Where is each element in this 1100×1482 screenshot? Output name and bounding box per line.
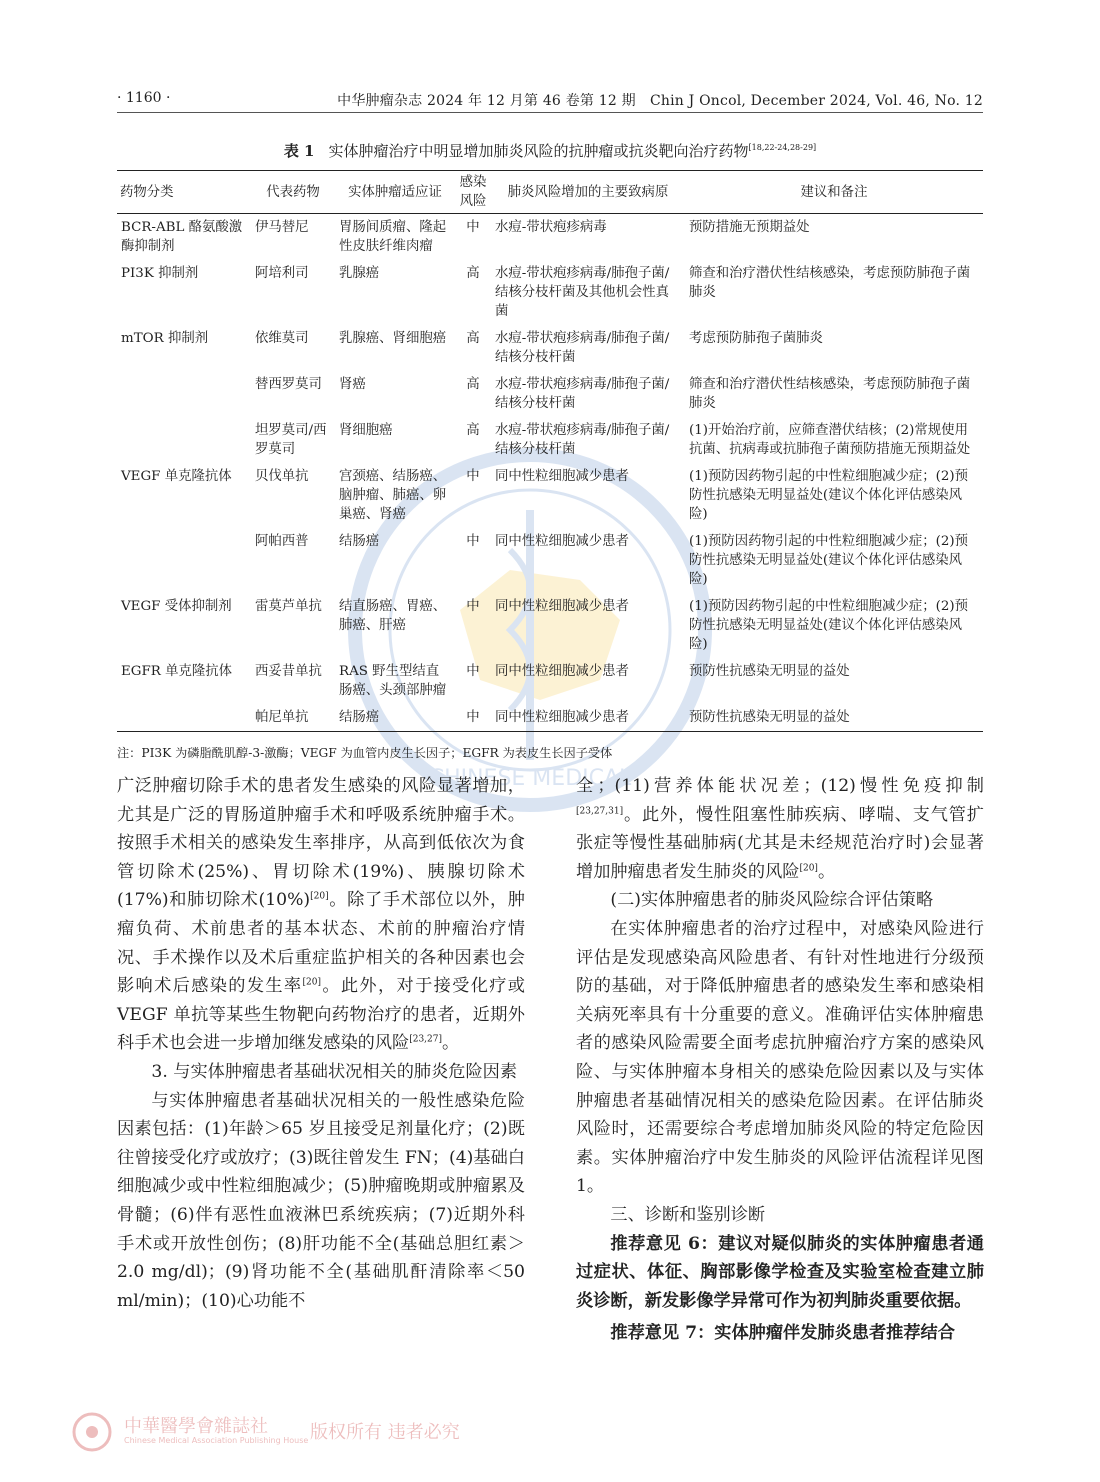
journal-citation: 中华肿瘤杂志 2024 年 12 月第 46 卷第 12 期 Chin J Oncol, December 2024, Vol. 46, No. 12: [337, 93, 983, 109]
paragraph: 与实体肿瘤患者基础状况相关的一般性感染危险因素包括：(1)年龄＞65 岁且接受足剂量化疗；(2)既往曾接受化疗或放疗；(3)既往曾发生 FN；(4)基础白细胞减少或中性粒细胞减少；(5)肿瘤晚期或肿瘤累及骨髓；(6)伴有恶性血液淋巴系统疾病；(7)近期外科手术或开放性创伤；(8)肝功能不全(基础总胆红素＞2.0 mg/dl)；(9)肾功能不全(基础肌酐清除率＜50 ml/min)；(10)心功能不: [117, 1090, 525, 1311]
text-run: 。: [442, 1033, 460, 1054]
paragraph: [576, 772, 984, 886]
table-row: [117, 704, 983, 732]
table-cell: 阿帕西普: [255, 534, 309, 549]
paragraph: [117, 772, 525, 1058]
table-cell: 筛查和治疗潜伏性结核感染，考虑预防肺孢子菌肺炎: [689, 266, 971, 300]
table-cell: 水痘-带状疱疹病毒/肺孢子菌/结核分枝杆菌: [495, 377, 670, 411]
table-cell: 同中性粒细胞减少患者: [495, 599, 629, 614]
table-cell: 筛查和治疗潜伏性结核感染，考虑预防肺孢子菌肺炎: [689, 377, 971, 411]
recommendation-7: 推荐意见 7：实体肿瘤伴发肺炎患者推荐结合: [610, 1323, 955, 1344]
col-header: 药物分类: [120, 184, 174, 200]
publisher-name-en: Chinese Medical Association Publishing House: [124, 1436, 309, 1445]
table-cell: RAS 野生型结直肠癌、头颈部肿瘤: [339, 664, 447, 698]
table-cell: 替西罗莫司: [255, 377, 322, 392]
table-cell: (1)预防因药物引起的中性粒细胞减少症；(2)预防性抗感染无明显益处(建议个体化评估感染风险): [689, 599, 968, 652]
table-cell: VEGF 受体抑制剂: [121, 599, 232, 614]
col-header: 实体肿瘤适应证: [348, 184, 442, 200]
table-cell: 雷莫芦单抗: [255, 599, 322, 614]
table-cell: 乳腺癌、肾细胞癌: [339, 331, 447, 346]
table-cell: 贝伐单抗: [255, 469, 309, 484]
section-heading: (二)实体肿瘤患者的肺炎风险综合评估策略: [610, 890, 934, 911]
table-cell: PI3K 抑制剂: [121, 266, 199, 281]
table-cell: EGFR 单克隆抗体: [121, 664, 233, 679]
col-header: 建议和备注: [800, 184, 868, 200]
table-cell: 水痘-带状疱疹病毒/肺孢子菌/结核分枝杆菌: [495, 423, 670, 457]
copyright-text: 版权所有 违者必究: [310, 1422, 460, 1443]
table-cell: 中: [466, 534, 480, 549]
table-cell: 同中性粒细胞减少患者: [495, 534, 629, 549]
table-row: [117, 260, 983, 325]
table-cell: 结肠癌: [339, 534, 380, 549]
page-number: · 1160 ·: [117, 90, 171, 106]
table-cell: 水痘-带状疱疹病毒: [495, 220, 607, 235]
table-cell: 结肠癌: [339, 710, 380, 725]
text-run: 全；(11)营养体能状况差；(12)慢性免疫抑制: [576, 776, 984, 796]
table-title-ref: [18,22-24,28-29]: [748, 143, 817, 152]
table-cell: 帕尼单抗: [255, 710, 309, 725]
citation: [23,27]: [409, 1034, 442, 1045]
flower-logo-icon: [70, 1410, 114, 1454]
section-heading: 三、诊断和鉴别诊断: [610, 1204, 766, 1225]
table-cell: 预防性抗感染无明显的益处: [689, 710, 850, 725]
table-row: [117, 528, 983, 593]
table-cell: 结直肠癌、胃癌、肺癌、肝癌: [339, 599, 447, 633]
drug-table: [117, 170, 983, 732]
table-row: [117, 593, 983, 658]
table-row: [117, 658, 983, 704]
table-cell: VEGF 单克隆抗体: [121, 469, 232, 484]
table-cell: 预防性抗感染无明显的益处: [689, 664, 850, 679]
table-cell: 中: [466, 664, 480, 679]
text-run: 。: [817, 861, 836, 882]
table-cell: 中: [466, 220, 480, 235]
table-cell: 宫颈癌、结肠癌、脑肿瘤、肺癌、卵巢癌、肾癌: [339, 469, 447, 522]
paragraph: 在实体肿瘤患者的治疗过程中，对感染风险进行评估是发现感染高风险患者、有针对性地进行分级预防的基础，对于降低肿瘤患者的感染发生率和感染相关病死率具有十分重要的意义。准确评估实体肿瘤患者的感染风险需要全面考虑抗肿瘤治疗方案的感染风险、与实体肿瘤本身相关的感染危险因素以及与实体肿瘤患者基础情况相关的感染危险因素。在评估肺炎风险时，还需要综合考虑增加肺炎风险的特定危险因素。实体肿瘤治疗中发生肺炎的风险评估流程详见图 1。: [576, 918, 984, 1197]
table-cell: (1)预防因药物引起的中性粒细胞减少症；(2)预防性抗感染无明显益处(建议个体化评估感染风险): [689, 469, 968, 522]
body-column-left: [117, 772, 525, 1315]
subsection-heading: 3. 与实体肿瘤患者基础状况相关的肺炎危险因素: [151, 1061, 518, 1082]
table-row: [117, 417, 983, 463]
table-title: 实体肿瘤治疗中明显增加肺炎风险的抗肿瘤或抗炎靶向治疗药物: [328, 142, 749, 160]
table-cell: [117, 704, 251, 732]
running-header: [117, 88, 983, 113]
table-note: 注：PI3K 为磷脂酰肌醇-3-激酶；VEGF 为血管内皮生长因子；EGFR 为表皮生长因子受体: [117, 746, 613, 760]
citation: [23,27,31]: [576, 805, 624, 816]
table-cell: 肾细胞癌: [339, 423, 393, 438]
table-cell: 中: [466, 710, 480, 725]
watermark-label: CHINESE MEDICAL: [428, 766, 632, 791]
table-cell: mTOR 抑制剂: [121, 331, 209, 346]
table-cell: 坦罗莫司/西罗莫司: [255, 423, 327, 457]
table-cell: 同中性粒细胞减少患者: [495, 710, 629, 725]
table-cell: 水痘-带状疱疹病毒/肺孢子菌/结核分枝杆菌: [495, 331, 670, 365]
table-cell: BCR-ABL 酪氨酸激酶抑制剂: [121, 220, 243, 254]
table-cell: 高: [466, 266, 480, 281]
table-cell: 中: [466, 599, 480, 614]
col-header: 肺炎风险增加的主要致病原: [507, 184, 669, 200]
text-run: 。除了手术部位以外，肿瘤负荷、术前患者的基本状态、术前的肿瘤治疗情况、手术操作以及术后重症监护相关的各种因素也会影响术后感染的发生率: [117, 890, 525, 997]
publisher-logo: [70, 1410, 510, 1454]
table-cell: 依维莫司: [255, 331, 309, 346]
table-cell: 高: [466, 423, 480, 438]
table-cell: 预防措施无预期益处: [689, 220, 810, 235]
table-cell: (1)预防因药物引起的中性粒细胞减少症；(2)预防性抗感染无明显益处(建议个体化评估感染风险): [689, 534, 968, 587]
table-cell: [117, 417, 251, 463]
table-cell: 肾癌: [339, 377, 366, 392]
table-cell: 伊马替尼: [255, 220, 309, 235]
text-run: 。此外，慢性阻塞性肺疾病、哮喘、支气管扩张症等慢性基础肺病(尤其是未经规范治疗时)会显著增加肿瘤患者发生肺炎的风险: [576, 804, 984, 882]
table-cell: 西妥昔单抗: [255, 664, 322, 679]
table-row: [117, 463, 983, 528]
table-cell: 阿培利司: [255, 266, 309, 281]
table-row: [117, 214, 983, 261]
table-cell: [117, 528, 251, 593]
table-header-row: [117, 171, 983, 214]
table-cell: 考虑预防肺孢子菌肺炎: [689, 331, 823, 346]
table-cell: 同中性粒细胞减少患者: [495, 664, 629, 679]
table-cell: (1)开始治疗前，应筛查潜伏结核；(2)常规使用抗菌、抗病毒或抗肺孢子菌预防措施无预期益处: [689, 423, 971, 457]
table-row: [117, 325, 983, 371]
table-caption: [117, 140, 983, 161]
text-run: 广泛肿瘤切除手术的患者发生感染的风险显著增加，尤其是广泛的胃肠道肿瘤手术和呼吸系统肿瘤手术。按照手术相关的感染发生率排序，从高到低依次为食管切除术(25%)、胃切除术(19%)、胰腺切除术(17%)和肺切除术(10%): [117, 776, 525, 911]
table-cell: 胃肠间质瘤、隆起性皮肤纤维肉瘤: [339, 220, 447, 254]
col-header: 代表药物: [266, 184, 320, 200]
table-row: [117, 371, 983, 417]
table-cell: 中: [466, 469, 480, 484]
citation: [20]: [310, 891, 329, 902]
table-cell: 高: [466, 331, 480, 346]
table-cell: 同中性粒细胞减少患者: [495, 469, 629, 484]
table-cell: 水痘-带状疱疹病毒/肺孢子菌/结核分枝杆菌及其他机会性真菌: [495, 266, 670, 319]
body-column-right: [576, 772, 984, 1348]
table-cell: 乳腺癌: [339, 266, 380, 281]
table-label: 表 1: [283, 142, 315, 160]
col-header: 感染风险: [459, 175, 487, 209]
text-run: 。此外，对于接受化疗或 VEGF 单抗等某些生物靶向药物治疗的患者，近期外科手术也会进一步增加继发感染的风险: [117, 976, 525, 1054]
table-cell: 高: [466, 377, 480, 392]
recommendation-6: 推荐意见 6：建议对疑似肺炎的实体肿瘤患者通过症状、体征、胸部影像学检查及实验室检查建立肺炎诊断，新发影像学异常可作为初判肺炎重要依据。: [576, 1233, 984, 1311]
citation: [20]: [302, 977, 321, 988]
citation: [20]: [799, 863, 818, 874]
publisher-name: 中華醫學會雜誌社: [124, 1416, 268, 1437]
table-cell: [117, 371, 251, 417]
